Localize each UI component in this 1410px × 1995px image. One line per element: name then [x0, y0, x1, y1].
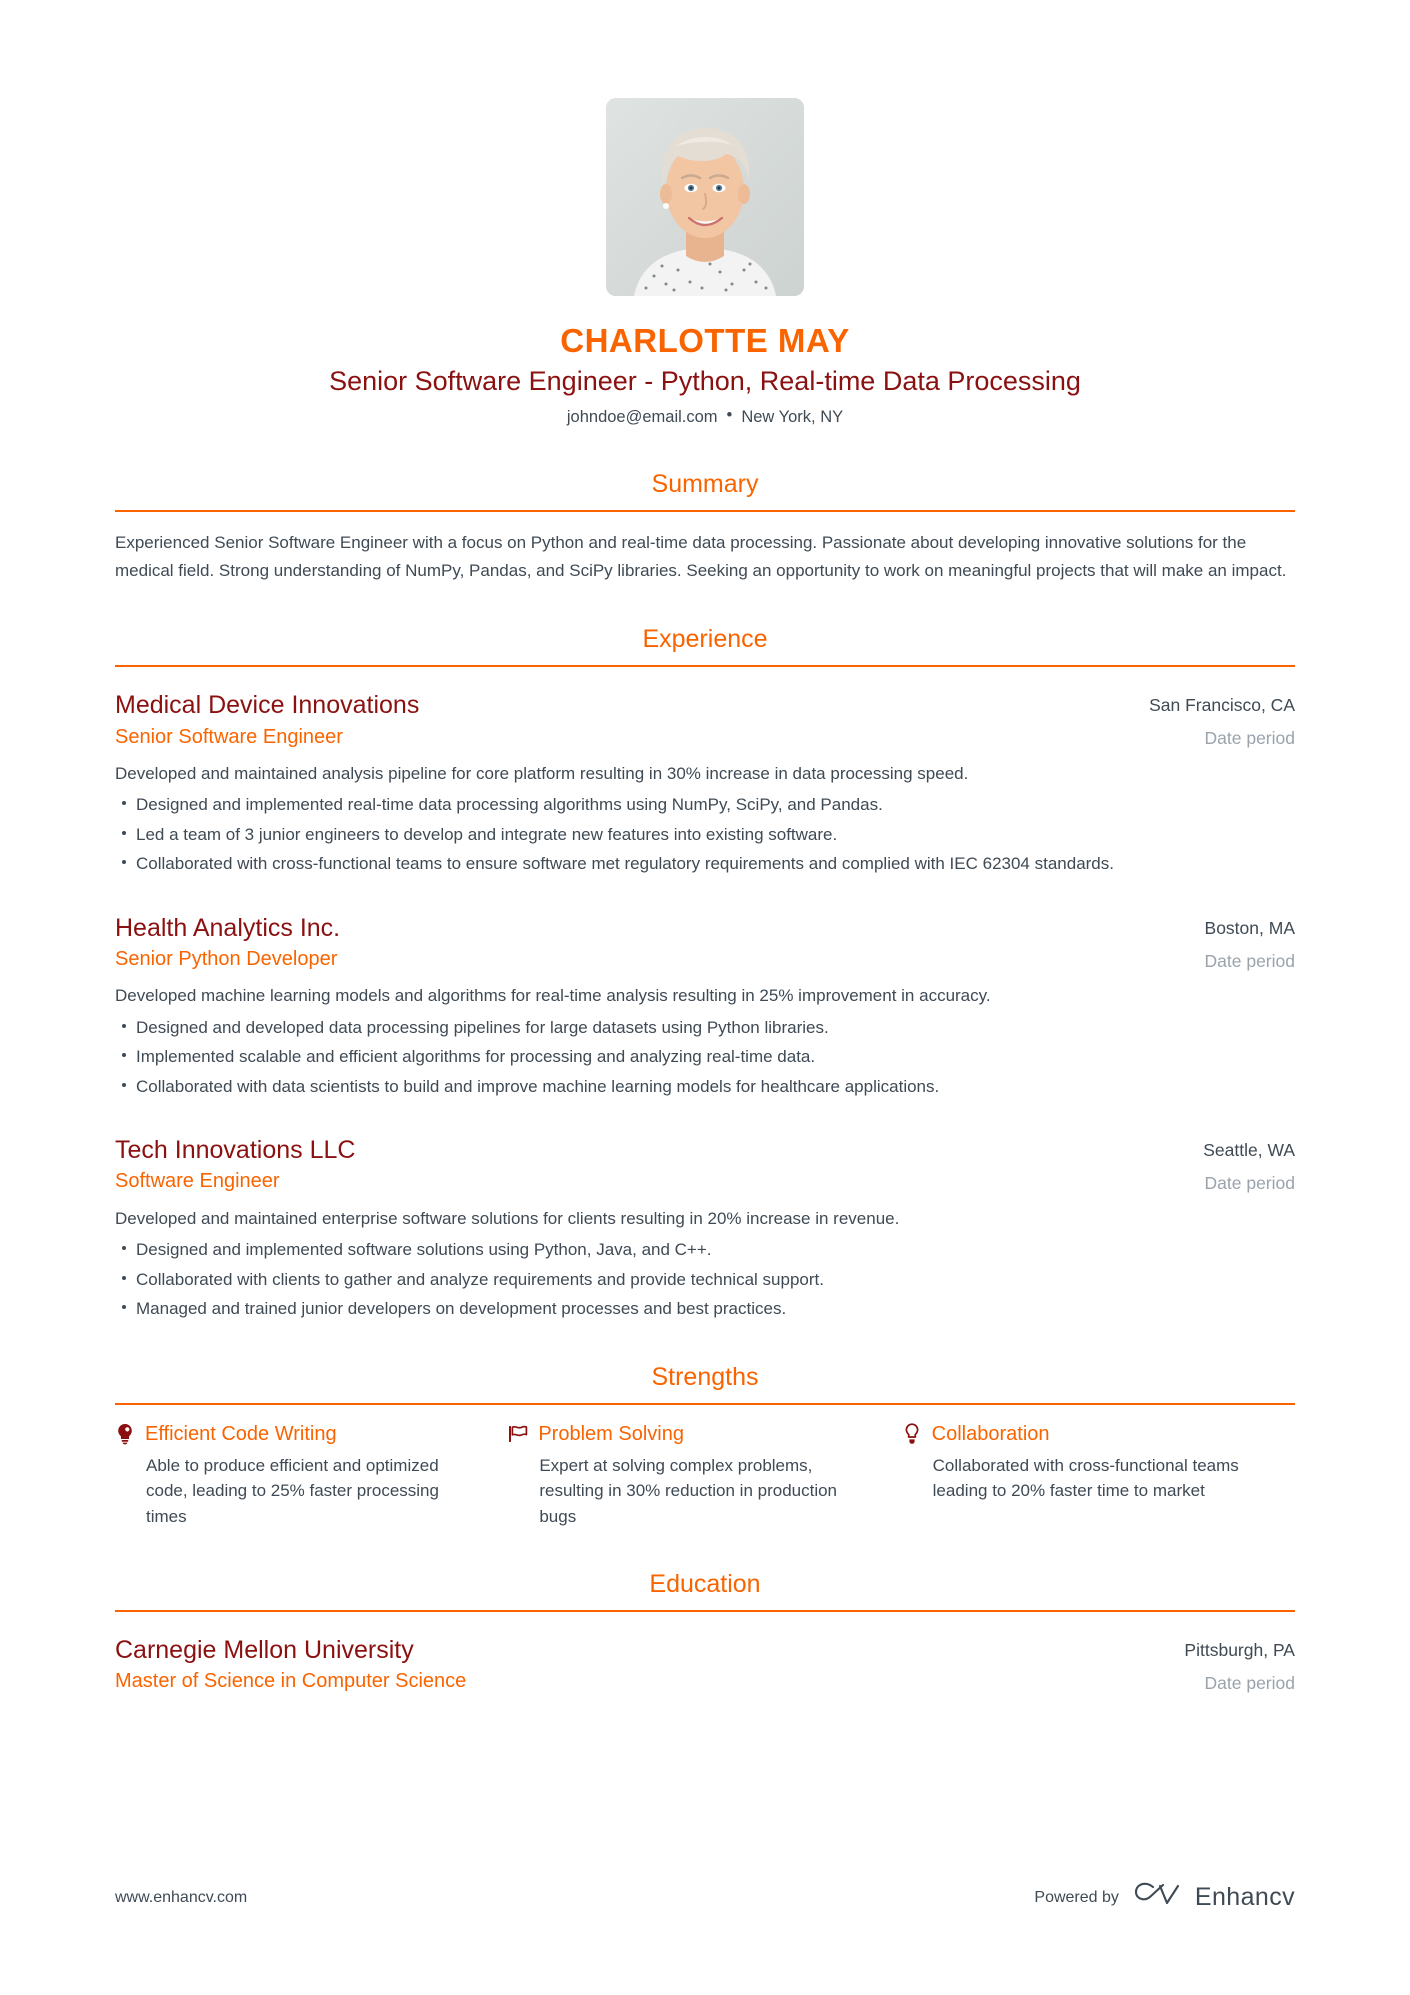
- lightbulb-icon: [902, 1422, 922, 1446]
- contact-line: [115, 406, 1295, 429]
- strength-description: Able to produce efficient and optimized code, leading to 25% faster processing times: [146, 1455, 439, 1526]
- strength-header: [508, 1422, 865, 1446]
- bullet-item: Managed and trained junior developers on development processes and best practices.: [115, 1296, 1295, 1322]
- entry-bullets: [115, 1237, 1295, 1322]
- section-experience: [115, 624, 1295, 1321]
- entry-left: [115, 690, 1149, 749]
- lightbulb-icon: [115, 1422, 135, 1446]
- entry-bullets: [115, 1015, 1295, 1100]
- strength-header: [115, 1422, 472, 1446]
- entry-right: [1149, 690, 1295, 750]
- footer-website-url[interactable]: www.enhancv.com: [115, 1888, 248, 1906]
- entry-date: Date period: [1204, 950, 1295, 971]
- entry-description: Developed machine learning models and algorithms for real-time analysis resulting in 25% improvement in accuracy.: [115, 986, 991, 1006]
- entry-date: Date period: [1204, 1172, 1295, 1193]
- entry-right: [1203, 1135, 1295, 1195]
- summary-body: [115, 512, 1295, 584]
- strength-item: [115, 1422, 508, 1530]
- bullet-item: Implemented scalable and efficient algorithms for processing and analyzing real-time data.: [115, 1044, 1295, 1070]
- entry-right: [1184, 1635, 1295, 1695]
- strength-title: Collaboration: [931, 1422, 1050, 1445]
- powered-by-label: Powered by: [1034, 1888, 1119, 1906]
- strength-header: [902, 1422, 1259, 1446]
- profile-photo-icon: [606, 98, 804, 296]
- strength-description: Expert at solving complex problems, resulting in 30% reduction in production bugs: [539, 1455, 838, 1526]
- entry-location: Seattle, WA: [1203, 1140, 1295, 1161]
- strengths-body: [115, 1405, 1295, 1530]
- job-role: Senior Python Developer: [115, 948, 338, 971]
- section-strengths: [115, 1362, 1295, 1530]
- section-education: [115, 1569, 1295, 1695]
- section-title-education: Education: [649, 1570, 761, 1599]
- entry-date: Date period: [1204, 728, 1295, 749]
- section-summary: [115, 469, 1295, 584]
- experience-entry: [115, 913, 1295, 1099]
- bullet-item: Designed and implemented software solutions using Python, Java, and C++.: [115, 1237, 1295, 1263]
- degree-name: Master of Science in Computer Science: [115, 1670, 467, 1693]
- experience-entry: [115, 1135, 1295, 1321]
- bullet-item: Designed and implemented real-time data processing algorithms using NumPy, SciPy, and Pandas.: [115, 792, 1295, 818]
- flag-icon: [508, 1422, 528, 1446]
- bullet-item: Collaborated with cross-functional teams to ensure software met regulatory requirements and complied with IEC 62304 standards.: [115, 851, 1295, 877]
- strength-item: [508, 1422, 901, 1530]
- location-text: New York, NY: [741, 408, 844, 427]
- school-name: Carnegie Mellon University: [115, 1636, 414, 1665]
- entry-location: Boston, MA: [1204, 917, 1295, 938]
- page-footer: [115, 1882, 1295, 1913]
- entry-header: [115, 1135, 1295, 1195]
- entry-left: [115, 1635, 1184, 1694]
- bullet-item: Designed and developed data processing pipelines for large datasets using Python libraries.: [115, 1015, 1295, 1041]
- education-body: [115, 1612, 1295, 1695]
- strengths-grid: [115, 1422, 1295, 1530]
- job-role: Software Engineer: [115, 1170, 280, 1193]
- experience-entry: [115, 690, 1295, 876]
- entry-header: [115, 1635, 1295, 1695]
- summary-text: Experienced Senior Software Engineer with a focus on Python and real-time data processing. Passionate about developing innovative solutions for the medical field. Strong understanding of NumPy, Pandas, and SciPy libraries. Seeking an opportunity to work on meaningful projects that will make an impact.: [115, 533, 1287, 580]
- strength-description: Collaborated with cross-functional teams leading to 20% faster time to market: [932, 1455, 1239, 1501]
- entry-date: Date period: [1204, 1672, 1295, 1693]
- entry-description: Developed and maintained analysis pipeline for core platform resulting in 30% increase in data processing speed.: [115, 763, 969, 783]
- education-entry: [115, 1635, 1295, 1695]
- experience-body: [115, 667, 1295, 1321]
- company-name: Medical Device Innovations: [115, 691, 420, 720]
- resume-content: [115, 0, 1295, 1695]
- bullet-item: Collaborated with data scientists to build and improve machine learning models for healthcare applications.: [115, 1074, 1295, 1100]
- job-role: Senior Software Engineer: [115, 725, 343, 748]
- section-title-summary: Summary: [651, 470, 759, 499]
- email-text: johndoe@email.com: [566, 408, 718, 427]
- entry-header: [115, 913, 1295, 973]
- bullet-item: Led a team of 3 junior engineers to develop and integrate new features into existing software.: [115, 822, 1295, 848]
- section-title-experience: Experience: [642, 625, 768, 654]
- strength-title: Efficient Code Writing: [145, 1422, 337, 1445]
- contact-separator: •: [726, 406, 733, 425]
- entry-location: San Francisco, CA: [1149, 695, 1295, 716]
- entry-header: [115, 690, 1295, 750]
- brand-name: Enhancv: [1194, 1883, 1295, 1911]
- company-name: Tech Innovations LLC: [115, 1136, 356, 1165]
- entry-left: [115, 1135, 1203, 1194]
- full-name: CHARLOTTE MAY: [560, 322, 850, 359]
- resume-header: [115, 98, 1295, 429]
- entry-description: Developed and maintained enterprise software solutions for clients resulting in 20% increase in revenue.: [115, 1208, 900, 1228]
- entry-location: Pittsburgh, PA: [1184, 1640, 1295, 1661]
- company-name: Health Analytics Inc.: [115, 913, 341, 942]
- strength-item: [902, 1422, 1295, 1530]
- strength-title: Problem Solving: [538, 1422, 684, 1445]
- job-title: Senior Software Engineer - Python, Real-time Data Processing: [329, 365, 1081, 396]
- entry-right: [1205, 913, 1295, 973]
- entry-left: [115, 913, 1205, 972]
- entry-bullets: [115, 792, 1295, 877]
- avatar: [606, 98, 804, 296]
- bullet-item: Collaborated with clients to gather and analyze requirements and provide technical support.: [115, 1267, 1295, 1293]
- section-title-strengths: Strengths: [651, 1362, 759, 1391]
- enhancv-logo-icon: [1133, 1882, 1181, 1913]
- footer-brand: [1034, 1882, 1295, 1913]
